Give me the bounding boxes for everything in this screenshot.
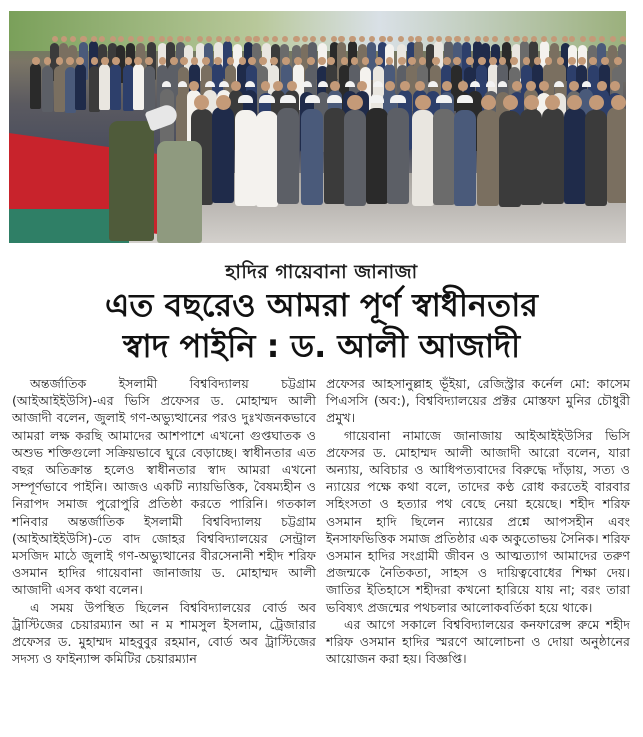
crowd-person	[301, 109, 323, 205]
crowd-person-head	[245, 81, 255, 86]
crowd-person-head	[554, 81, 564, 86]
crowd-person-head	[457, 95, 472, 103]
imam-figure	[157, 141, 202, 243]
crowd-person-head	[307, 57, 315, 65]
crowd-person-head	[216, 95, 231, 110]
crowd-person-head	[349, 36, 355, 42]
crowd-person-head	[466, 57, 474, 65]
crowd-person-head	[128, 36, 134, 42]
crowd-person	[564, 108, 586, 204]
crowd-person-head	[177, 36, 183, 42]
crowd-person-head	[524, 95, 539, 110]
crowd-person-head	[432, 57, 440, 65]
crowd-person-head	[178, 81, 188, 86]
crowd-person-head	[191, 57, 199, 65]
headline-line-1: এত বছরেও আমরা পূর্ণ স্বাধীনতার	[104, 286, 538, 324]
crowd-person-head	[375, 57, 383, 65]
crowd-person-head	[589, 36, 595, 42]
crowd-person-head	[478, 57, 486, 65]
crowd-person-head	[390, 95, 405, 103]
crowd-person	[65, 67, 76, 113]
crowd-person-head	[214, 57, 222, 65]
crowd-person-head	[216, 36, 222, 42]
crowd-person-head	[294, 57, 302, 65]
crowd-person-head	[610, 81, 620, 91]
crowd-person-head	[398, 57, 406, 65]
crowd-person-head	[145, 57, 153, 65]
crowd-person-head	[80, 36, 86, 42]
crowd-person-head	[134, 57, 142, 65]
crowd-person-head	[225, 36, 231, 42]
left-paragraph-2: এ সময় উপস্থিত ছিলেন বিশ্ববিদ্যালয়ের বোর্ড অব ট্রাস্টিজের চেয়ারম্যান আ ন ম শামসুল ইসলাম, ট্রেজারার প্রফেসর ড. মুহাম্মদ মাহবুবুর রহমান, বোর্ড অব ট্রাস্টিজের সদস্য ও ফাইন্যান্স কমিটির চেয়ারম্যান	[12, 599, 316, 667]
crowd-person-head	[436, 95, 451, 103]
crowd-person-head	[125, 57, 133, 65]
crowd-person-head	[454, 36, 460, 42]
crowd-person-head	[470, 81, 480, 86]
soldier-figure	[109, 121, 154, 241]
crowd-person-head	[362, 57, 370, 65]
crowd-person-head	[582, 81, 592, 86]
article-kicker: হাদির গায়েবানা জানাজা	[225, 261, 418, 283]
crowd-person	[324, 108, 346, 204]
crowd-person-head	[589, 57, 597, 65]
crowd-person-head	[270, 57, 278, 65]
crowd-person-head	[534, 57, 542, 65]
crowd-person-head	[614, 57, 622, 65]
crowd-person-head	[202, 57, 210, 65]
crowd-person-head	[205, 81, 215, 86]
headline-line-2: স্বাদ পাইনি : ড. আলী আজাদী	[122, 327, 521, 365]
article-headline	[10, 285, 633, 367]
crowd-person-head	[489, 57, 497, 65]
crowd-person-head	[578, 57, 586, 65]
crowd-person-head	[44, 57, 52, 65]
crowd-person-head	[170, 57, 178, 65]
crowd-person-head	[453, 57, 461, 65]
crowd-person	[366, 108, 388, 204]
crowd-person	[99, 64, 110, 110]
crowd-person-head	[293, 36, 299, 42]
crowd-person-head	[427, 36, 433, 42]
crowd-person-head	[481, 95, 496, 110]
crowd-person	[256, 111, 278, 207]
right-paragraph-1: প্রফেসর আহসানুল্লাহ ভূঁইয়া, রেজিস্ট্রার কর্নেল মো: কাসেম পিএসসি (অব:), বিশ্ববিদ্যালয়ের প্রক্টর মোস্তফা মুনির চৌধুরী প্রমুখ।	[326, 376, 630, 426]
crowd-person	[42, 66, 53, 112]
crowd-person-head	[351, 57, 359, 65]
crowd-person-head	[347, 95, 362, 110]
crowd-person-head	[601, 57, 609, 65]
right-paragraph-3: এর আগে সকালে বিশ্ববিদ্যালয়ের কনফারেন্স রুমে শহীদ শরিফ ওসমান হাদির স্মরণে আলোচনা ও দোয়া অনুষ্ঠানের আয়োজন করা হয়। বিজ্ঞপ্তি।	[326, 616, 630, 667]
crowd-person-head	[32, 57, 40, 65]
crowd-person-head	[510, 57, 518, 65]
crowd-person-head	[503, 95, 518, 110]
crowd-person-head	[445, 36, 451, 42]
crowd-person-head	[280, 95, 295, 103]
crowd-person	[499, 111, 521, 207]
crowd-person-head	[369, 95, 384, 103]
crowd-person	[585, 110, 607, 206]
crowd-person-head	[76, 57, 84, 65]
crowd-person-head	[610, 36, 616, 42]
crowd-person-head	[327, 57, 335, 65]
crowd-person-head	[512, 81, 522, 91]
crowd-person-head	[369, 36, 375, 42]
crowd-person	[477, 110, 499, 206]
crowd-person-head	[458, 81, 468, 91]
crowd-person-head	[282, 36, 288, 42]
crowd-person	[144, 66, 155, 112]
crowd-person-head	[148, 36, 154, 42]
crowd-person	[542, 108, 564, 204]
right-paragraph-2: গায়েবানা নামাজে জানাজায় আইআইইউসির ভিসি প্রফেসর ড. মোহাম্মদ আলী আজাদী আরো বলেন, যারা অন্যায়, অবিচার ও আধিপত্যবাদের বিরুদ্ধে দাঁড়ায়, সত্য ও ন্যায়ের পক্ষে কথা বলে, তাদের কণ্ঠ রোধ করতেই বারবার সহিংসতা ও হত্যার পথ বেছে নেয়া হয়েছে। শহীদ শরিফ ওসমান হাদি ছিলেন ন্যায়ের প্রশ্নে আপসহীন এবং ইনসাফভিত্তিক সমাজ প্রতিষ্ঠার এক অকুতোভয় সৈনিক। শরিফ ওসমান হাদির সংগ্রামী জীবন ও আত্মত্যাগ আমাদের তরুণ প্রজন্মকে নৈতিকতা, সাহস ও দায়িত্ববোধের শিক্ষা দেয়। জাতির ইতিহাসে শহীদরা কখনো হারিয়ে যায় না; বরং তারা ভবিষ্যৎ প্রজন্মের পথচলার আলোকবর্তিকা হয়ে থাকে।	[326, 427, 630, 615]
crowd-person-head	[305, 95, 320, 103]
crowd-person	[110, 64, 121, 110]
news-photo	[9, 11, 626, 243]
crowd-person-head	[238, 95, 253, 103]
crowd-person-head	[589, 95, 604, 110]
crowd-person-head	[253, 36, 259, 42]
article-column-right	[326, 375, 630, 667]
crowd-person-head	[513, 36, 519, 42]
crowd-person	[454, 110, 476, 206]
crowd-person-head	[526, 81, 536, 91]
crowd-person	[412, 110, 434, 206]
crowd-person-head	[464, 36, 470, 42]
crowd-person-head	[373, 81, 383, 86]
crowd-person-head	[189, 81, 199, 91]
crowd-person-head	[259, 57, 267, 65]
crowd-person-head	[557, 57, 565, 65]
crowd-person-head	[428, 81, 438, 86]
crowd-person-head	[248, 57, 256, 65]
crowd-person-head	[345, 81, 355, 86]
crowd-person-head	[282, 57, 290, 65]
crowd-person	[235, 110, 257, 206]
crowd-person	[212, 107, 234, 203]
crowd-person-head	[419, 57, 427, 65]
crowd-person-head	[56, 57, 64, 65]
crowd-person-head	[239, 57, 247, 65]
crowd-person-head	[231, 81, 241, 91]
crowd-person	[344, 110, 366, 206]
crowd-person-head	[219, 81, 229, 86]
crowd-person-head	[137, 36, 143, 42]
crowd-person-head	[66, 57, 74, 65]
article-column-left	[12, 375, 316, 667]
crowd-person-head	[379, 36, 385, 42]
crowd-person-head	[162, 81, 172, 86]
crowd-person-head	[341, 57, 349, 65]
crowd-person-head	[91, 57, 99, 65]
crowd-person-head	[611, 95, 626, 110]
crowd-person-head	[545, 57, 553, 65]
crowd-person	[54, 66, 65, 112]
crowd-person-head	[245, 36, 251, 42]
crowd-person-head	[443, 57, 451, 65]
crowd-person-head	[415, 81, 425, 91]
crowd-person-head	[101, 57, 109, 65]
crowd-person	[607, 107, 626, 203]
crowd-person-head	[259, 95, 274, 103]
crowd-person-head	[338, 36, 344, 42]
crowd-person	[387, 108, 409, 204]
crowd-person-head	[568, 57, 576, 65]
crowd-person-head	[302, 81, 312, 86]
crowd-person-head	[415, 36, 421, 42]
crowd-person	[520, 109, 542, 205]
crowd-person	[89, 66, 100, 112]
crowd-person-head	[569, 81, 579, 91]
crowd-person-head	[486, 81, 496, 86]
crowd-person-head	[227, 57, 235, 65]
crowd-person-head	[273, 81, 283, 91]
crowd-person-head	[499, 57, 507, 65]
crowd-person	[277, 108, 299, 204]
crowd-person-head	[327, 95, 342, 103]
crowd-person-head	[159, 57, 167, 65]
crowd-person-head	[408, 57, 416, 65]
crowd-person-head	[539, 81, 549, 91]
crowd-person	[433, 109, 455, 205]
crowd-person-head	[523, 57, 531, 65]
crowd-person-head	[112, 57, 120, 65]
crowd-person-head	[597, 81, 607, 91]
crowd-person-head	[386, 57, 394, 65]
crowd-person-head	[400, 81, 410, 91]
crowd-person-head	[180, 57, 188, 65]
left-paragraph-1: অন্তর্জাতিক ইসলামী বিশ্ববিদ্যালয় চট্টগ্রাম (আইআইইউসি)-এর ভিসি প্রফেসর ড. মোহাম্মদ আলী আজাদী বলেন, জুলাই গণ-অভ্যুত্থানের পরও দুঃখজনকভাবে আমরা লক্ষ করছি আমাদের আশপাশে এখনো গুপ্তঘাতক ও অশুভ শক্তিগুলো সক্রিয়ভাবে ঘুরে বেড়াচ্ছে। স্বাধীনতার এত বছর অতিক্রান্ত হলেও স্বাধীনতার স্বাদ আমরা এখনো সম্পূর্ণভাবে পাইনি। আজও একটি ন্যায়ভিত্তিক, বৈষম্যহীন ও নিরাপদ সমাজ পুরোপুরি প্রতিষ্ঠা করতে পারিনি। গতকাল শনিবার অন্তর্জাতিক ইসলামী বিশ্ববিদ্যালয় চট্টগ্রাম (আইআইইউসি)-তে বাদ জোহর বিশ্ববিদ্যালয়ের সেন্ট্রাল মসজিদ মাঠে জুলাই গণ-অভ্যুত্থানের বীরসেনানী শহীদ শরিফ ওসমান হাদির গায়েবানা জানাজায় ড. মোহাম্মদ আলী আজাদী এসব কথা বলেন।	[12, 376, 316, 598]
crowd-person	[133, 64, 144, 110]
crowd-person-head	[498, 81, 508, 86]
crowd-person	[30, 63, 41, 109]
crowd-person	[75, 64, 86, 110]
crowd-person-head	[318, 57, 326, 65]
crowd-person-head	[318, 81, 328, 86]
crowd-person-head	[415, 95, 430, 110]
